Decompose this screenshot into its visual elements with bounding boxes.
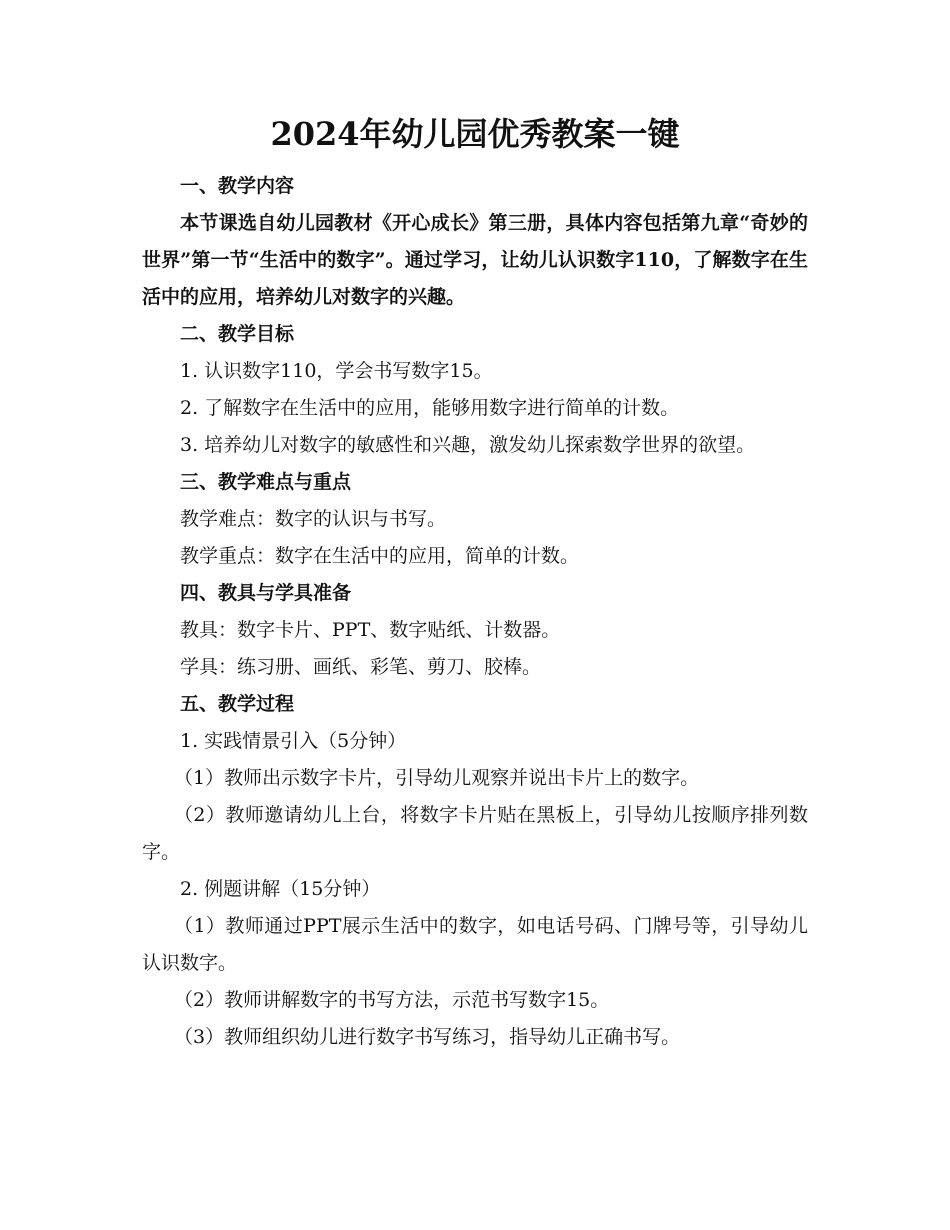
process-step-1-item-2: （2）教师邀请幼儿上台，将数字卡片贴在黑板上，引导幼儿按顺序排列数字。 — [142, 804, 808, 863]
section-heading-materials: 四、教具与学具准备 — [180, 582, 352, 604]
document-title: 2024年幼儿园优秀教案一键 — [270, 115, 680, 153]
process-step-1: 1. 实践情景引入（5分钟） — [180, 730, 407, 752]
process-step-2-item-2: （2）教师讲解数字的书写方法，示范书写数字15。 — [174, 989, 610, 1011]
teacher-tools-text: 教具：数字卡片、PPT、数字贴纸、计数器。 — [180, 619, 561, 641]
objective-item-1: 1. 认识数字110，学会书写数字15。 — [180, 360, 493, 382]
section-heading-objectives: 二、教学目标 — [180, 323, 295, 345]
student-tools-text: 学具：练习册、画纸、彩笔、剪刀、胶棒。 — [180, 656, 542, 678]
objective-item-3: 3. 培养幼儿对数字的敏感性和兴趣，激发幼儿探索数学世界的欲望。 — [180, 434, 756, 456]
document-body — [142, 168, 808, 1056]
focus-text: 教学重点：数字在生活中的应用，简单的计数。 — [180, 545, 580, 567]
difficulty-text: 教学难点：数字的认识与书写。 — [180, 508, 447, 530]
section-paragraph-content: 本节课选自幼儿园教材《开心成长》第三册，具体内容包括第九章“奇妙的世界”第一节“生活中的数字”。通过学习，让幼儿认识数字110，了解数字在生活中的应用，培养幼儿对数字的兴趣。 — [142, 212, 808, 308]
process-step-2-item-3: （3）教师组织幼儿进行数字书写练习，指导幼儿正确书写。 — [174, 1026, 681, 1048]
process-step-2-item-1: （1）教师通过PPT展示生活中的数字，如电话号码、门牌号等，引导幼儿认识数字。 — [142, 915, 808, 974]
section-heading-content: 一、教学内容 — [180, 175, 295, 197]
section-heading-process: 五、教学过程 — [180, 693, 295, 715]
objective-item-2: 2. 了解数字在生活中的应用，能够用数字进行简单的计数。 — [180, 397, 680, 419]
process-step-2: 2. 例题讲解（15分钟） — [180, 878, 381, 900]
process-step-1-item-1: （1）教师出示数字卡片，引导幼儿观察并说出卡片上的数字。 — [174, 767, 700, 789]
section-heading-difficulties: 三、教学难点与重点 — [180, 471, 352, 493]
